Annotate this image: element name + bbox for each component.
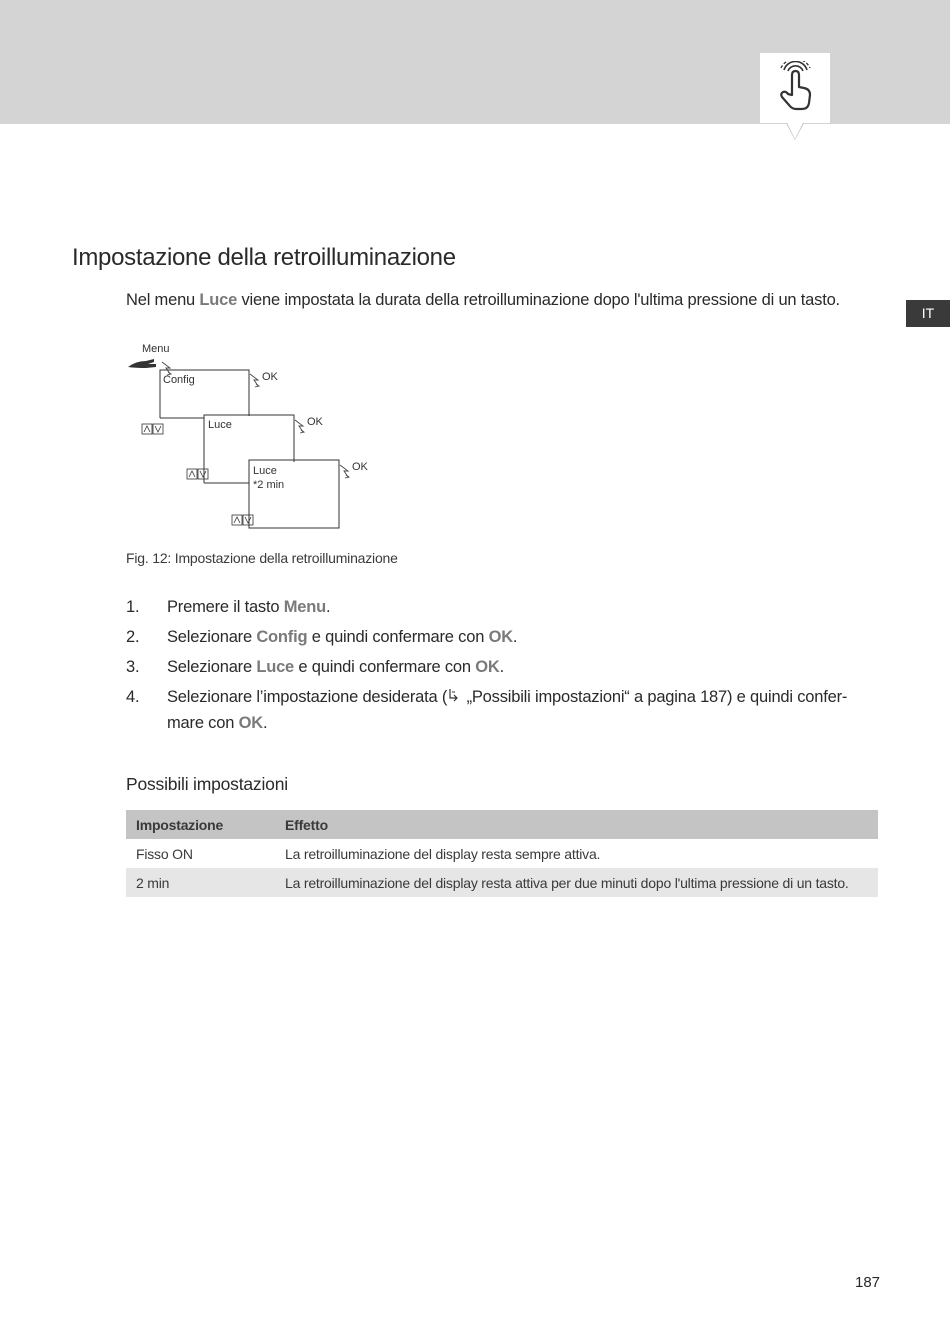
step-number: 4. <box>126 688 140 706</box>
page-title: Impostazione della retroilluminazione <box>72 244 456 271</box>
header-tab <box>760 53 830 123</box>
cross-reference-link[interactable]: „Possibili impostazioni“ a pagina 187) e quindi confer- <box>462 688 848 706</box>
luce-label: Luce <box>208 419 232 431</box>
menu-diagram <box>126 338 386 538</box>
hand-touch-icon <box>772 61 818 113</box>
intro-keyword: Luce <box>199 291 238 309</box>
step-text: . <box>326 598 331 616</box>
step-text: . <box>512 628 518 646</box>
step-text: . <box>499 658 504 676</box>
intro-text-after: viene impostata la durata della retroilluminazione dopo l'ultima pressione di un tasto. <box>237 291 840 309</box>
step-text: . <box>262 714 268 732</box>
luce-value: *2 min <box>253 479 285 491</box>
table-row <box>126 868 878 897</box>
menu-label: Menu <box>142 343 170 355</box>
step-text: Selezionare <box>167 658 257 676</box>
tab-pointer <box>787 123 803 139</box>
ok-label: OK <box>352 461 368 473</box>
table-header-row <box>126 810 878 839</box>
step-text: e quindi confermare con <box>307 628 489 646</box>
luce-value-label: Luce <box>253 465 277 477</box>
up-down-arrows-icon <box>232 515 253 525</box>
step-text: Premere il tasto <box>167 598 284 616</box>
intro-paragraph <box>126 291 840 310</box>
list-item <box>126 594 866 620</box>
press-arrow-icon <box>250 374 259 387</box>
settings-table <box>126 810 878 897</box>
press-arrow-icon <box>295 420 304 433</box>
key-luce: Luce <box>256 658 295 676</box>
cross-reference-icon[interactable] <box>447 688 462 704</box>
up-down-arrows-icon <box>187 469 208 479</box>
step-number: 2. <box>126 628 140 646</box>
key-menu: Menu <box>283 598 327 616</box>
ok-label: OK <box>262 371 278 383</box>
table-cell: La retroilluminazione del display resta sempre attiva. <box>285 845 601 862</box>
intro-text-before: Nel menu <box>126 291 200 309</box>
ok-label: OK <box>307 416 323 428</box>
step-number: 3. <box>126 658 140 676</box>
list-item <box>126 684 866 736</box>
up-down-arrows-icon <box>142 424 163 434</box>
step-text: Selezionare <box>167 628 257 646</box>
press-arrow-icon <box>340 465 349 478</box>
page-number: 187 <box>855 1274 881 1291</box>
pointing-hand-icon <box>128 359 156 368</box>
key-ok: OK <box>488 628 513 646</box>
key-ok: OK <box>475 658 500 676</box>
table-cell: 2 min <box>126 868 275 897</box>
key-config: Config <box>256 628 308 646</box>
table-row <box>126 839 878 868</box>
column-header: Impostazione <box>126 810 275 839</box>
language-tab[interactable]: IT <box>906 300 950 327</box>
key-ok: OK <box>238 714 263 732</box>
list-item <box>126 654 866 680</box>
figure-caption: Fig. 12: Impostazione della retroilluminazione <box>126 550 398 566</box>
table-cell: La retroilluminazione del display resta attiva per due minuti dopo l'ultima pressione di un tasto. <box>275 868 878 897</box>
step-text: mare con <box>167 714 239 732</box>
section-heading: Possibili impostazioni <box>126 774 288 794</box>
column-header: Effetto <box>275 810 878 839</box>
config-label: Config <box>163 374 195 386</box>
table-cell: Fisso ON <box>136 845 193 862</box>
step-text: e quindi confermare con <box>294 658 476 676</box>
list-item <box>126 624 866 650</box>
steps-list <box>126 594 866 740</box>
step-number: 1. <box>126 598 140 616</box>
step-text: Selezionare l’impostazione desiderata ( <box>167 688 448 706</box>
